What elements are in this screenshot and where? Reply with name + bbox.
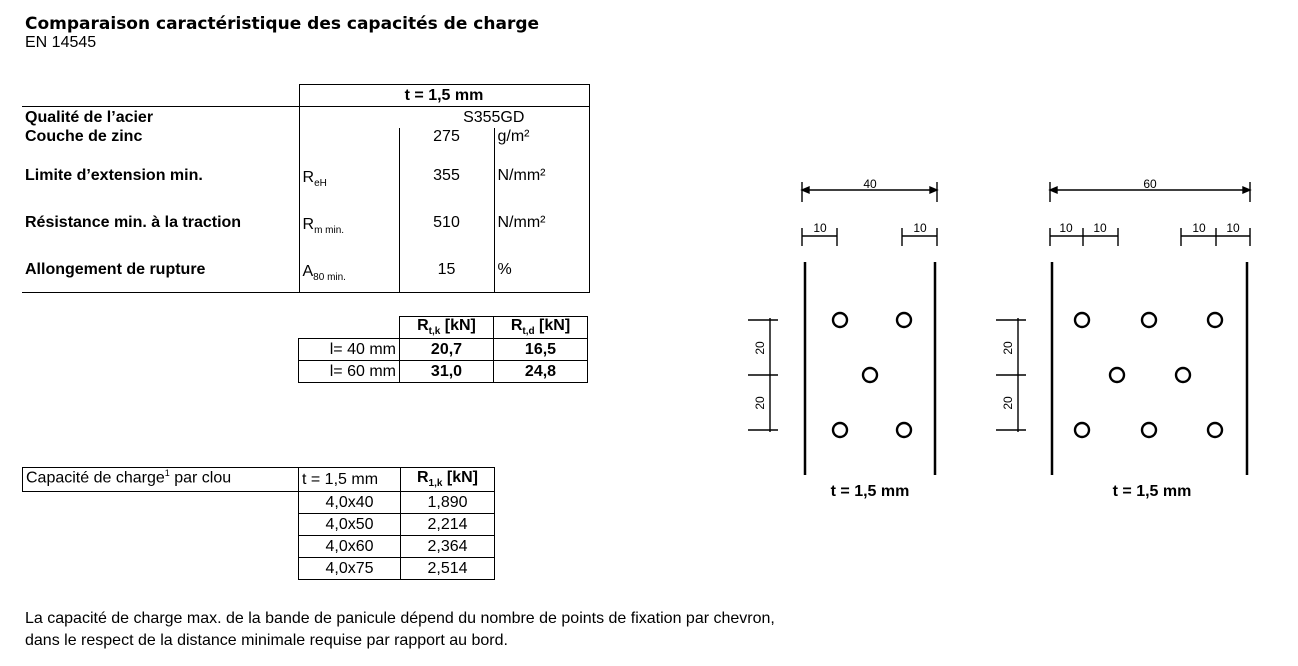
width-label: 40 (863, 177, 877, 191)
nail-hole (1075, 313, 1089, 327)
spacing-label: 20 (1001, 341, 1015, 355)
capacity-table (298, 316, 588, 383)
edge-label: 10 (1192, 221, 1206, 235)
nail-value: 2,214 (401, 514, 495, 536)
nail-label: Capacité de charge$^1$ par clou (23, 468, 299, 492)
property-label: Allongement de rupture (22, 248, 299, 292)
edge-label: 10 (1093, 221, 1107, 235)
diagram-60mm (996, 182, 1250, 475)
nail-hole (897, 423, 911, 437)
edge-label: 10 (1226, 221, 1240, 235)
property-symbol: $R_{eH}$ (299, 154, 399, 198)
nail-hole (1110, 368, 1124, 382)
diagram-caption: t = 1,5 mm (1112, 483, 1192, 500)
property-value: 15 (399, 248, 494, 292)
property-label: Qualité de l’acier (22, 107, 299, 129)
nail-value: 2,514 (401, 558, 495, 580)
nail-hole (897, 313, 911, 327)
nail-type: 4,0x50 (299, 514, 401, 536)
rtk-cell: 20,7 (400, 339, 494, 361)
edge-label: 10 (913, 221, 927, 235)
r1k-header: $R_{1,k}$ [kN] (401, 468, 495, 492)
property-symbol: $A_{80 min.}$ (299, 248, 399, 292)
nail-hole (833, 313, 847, 327)
rtk-header: $R_{t,k}$ [kN] (400, 317, 494, 339)
diagram-40mm (748, 182, 937, 475)
nail-hole (1075, 423, 1089, 437)
nail-hole (1176, 368, 1190, 382)
rtd-header: $R_{t,d}$ [kN] (494, 317, 588, 339)
rtd-cell: 24,8 (494, 361, 588, 383)
spacing-label: 20 (753, 341, 767, 355)
nail-hole (1142, 423, 1156, 437)
properties-table (22, 84, 590, 293)
page-subtitle: EN 14545 (25, 34, 97, 51)
nail-thickness: t = 1,5 mm (299, 468, 401, 492)
length-cell: l= 60 mm (299, 361, 400, 383)
nail-table (22, 467, 495, 580)
property-unit: N/mm² (494, 198, 589, 248)
thickness-header: t = 1,5 mm (299, 85, 589, 107)
footer-note (25, 608, 775, 652)
property-symbol (299, 128, 399, 154)
width-label: 60 (1143, 177, 1157, 191)
property-unit: % (494, 248, 589, 292)
property-value: 275 (399, 128, 494, 154)
nail-hole (1208, 313, 1222, 327)
footer-line: dans le respect de la distance minimale requise par rapport au bord. (25, 632, 508, 649)
nail-value: 2,364 (401, 536, 495, 558)
spacing-label: 20 (1001, 396, 1015, 410)
property-label: Couche de zinc (25, 128, 143, 145)
rtk-cell: 31,0 (400, 361, 494, 383)
nail-hole (1208, 423, 1222, 437)
nail-value: 1,890 (401, 492, 495, 514)
spacing-label: 20 (753, 396, 767, 410)
nail-type: 4,0x40 (299, 492, 401, 514)
property-label: Résistance min. à la traction (25, 214, 242, 231)
property-unit: N/mm² (494, 154, 589, 198)
property-label: Limite d’extension min. (25, 167, 203, 184)
diagram-caption: t = 1,5 mm (830, 483, 910, 500)
property-unit: g/m² (494, 128, 589, 154)
rtd-cell: 16,5 (494, 339, 588, 361)
property-value: 510 (399, 198, 494, 248)
property-value: S355GD (399, 107, 589, 129)
edge-label: 10 (813, 221, 827, 235)
strip-diagrams (740, 170, 1270, 510)
nail-type: 4,0x60 (299, 536, 401, 558)
nail-type: 4,0x75 (299, 558, 401, 580)
length-cell: l= 40 mm (299, 339, 400, 361)
nail-hole (1142, 313, 1156, 327)
edge-label: 10 (1059, 221, 1073, 235)
property-symbol: $R_{m min.}$ (299, 198, 399, 248)
nail-hole (833, 423, 847, 437)
page-title: Comparaison caractéristique des capacités de charge (25, 14, 540, 34)
property-symbol (299, 107, 399, 129)
footer-line: La capacité de charge max. de la bande de panicule dépend du nombre de points de fixation par chevron, (25, 610, 775, 627)
nail-hole (863, 368, 877, 382)
property-value: 355 (399, 154, 494, 198)
